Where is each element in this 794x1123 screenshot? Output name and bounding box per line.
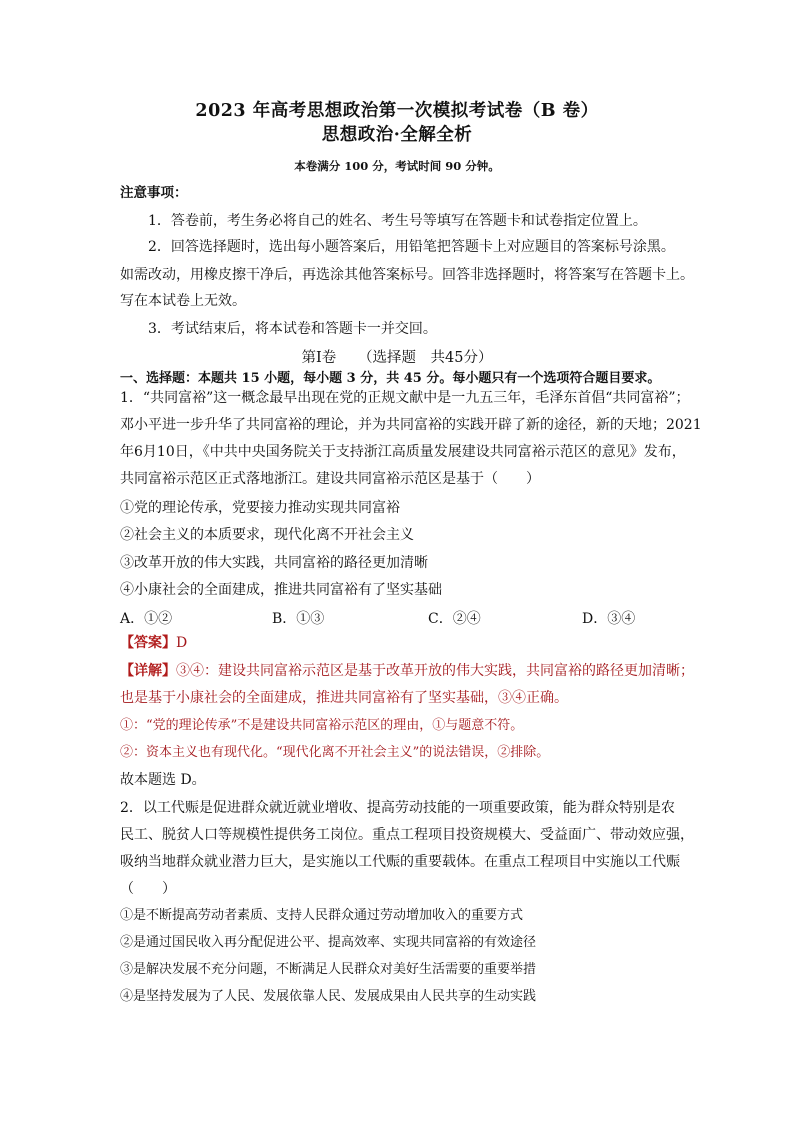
q1-option-b: B．①③	[272, 611, 325, 627]
q2-stem-line2: 民工、脱贫人口等规模性提供务工岗位。重点工程项目投资规模大、受益面广、带动效应强，	[120, 827, 694, 843]
section-instruction: 一、选择题：本题共 15 小题，每小题 3 分，共 45 分。每小题只有一个选项符合题目要求。	[120, 371, 661, 386]
q2-stem-line3: 吸纳当地群众就业潜力巨大，是实施以工代赈的重要载体。在重点工程项目中实施以工代赈	[120, 854, 680, 870]
notice-item-2-cont: 如需改动，用橡皮擦干净后，再选涂其他答案标号。回答非选择题时，将答案写在答题卡上。	[120, 267, 694, 283]
q1-stem-line2: 邓小平进一步升华了共同富裕的理论，并为共同富裕的实践开辟了新的途径，新的天地；2021	[120, 417, 702, 433]
q1-statement-4: ④小康社会的全面建成，推进共同富裕有了坚实基础	[120, 582, 442, 598]
q1-conclusion: 故本题选 D。	[120, 772, 206, 788]
q1-detail-line3: ①：“党的理论传承”不是建设共同富裕示范区的理由，①与题意不符。	[120, 718, 524, 733]
q1-answer	[120, 634, 187, 652]
detail-label: 【详解】	[120, 663, 176, 679]
q2-stem-line4: （ ）	[120, 881, 176, 897]
q2-statement-3: ③是解决发展不充分问题，不断满足人民群众对美好生活需要的重要举措	[120, 962, 537, 977]
exam-subtitle-heading: 思想政治·全解全析	[321, 125, 473, 145]
notice-item-1: 1．答卷前，考生务必将自己的姓名、考生号等填写在答题卡和试卷指定位置上。	[148, 213, 647, 229]
q1-stem-line3: 年6月10日，《中共中央国务院关于支持浙江高质量发展建设共同富裕示范区的意见》发布，	[120, 444, 686, 460]
exam-title: 2023 年高考思想政治第一次模拟考试卷（B 卷）	[195, 101, 599, 121]
exam-score-time-note: 本卷满分 100 分，考试时间 90 分钟。	[294, 159, 500, 173]
detail-text: ③④：建设共同富裕示范区是基于改革开放的伟大实践，共同富裕的路径更加清晰；	[176, 663, 694, 679]
notice-item-2-cont2: 写在本试卷上无效。	[120, 293, 246, 309]
q2-stem-line1: 2．以工代赈是促进群众就近就业增收、提高劳动技能的一项重要政策，能为群众特别是农	[120, 800, 675, 816]
notice-item-2: 2．回答选择题时，选出每小题答案后，用铅笔把答题卡上对应题目的答案标号涂黑。	[148, 239, 675, 255]
q1-stem-line4: 共同富裕示范区正式落地浙江。建设共同富裕示范区是基于（ ）	[120, 471, 540, 487]
q1-option-c: C．②④	[428, 611, 481, 627]
notice-item-3: 3．考试结束后，将本试卷和答题卡一并交回。	[148, 321, 437, 337]
q2-statement-1: ①是不断提高劳动者素质、支持人民群众通过劳动增加收入的重要方式	[120, 908, 524, 923]
answer-value: D	[176, 635, 188, 651]
q2-statement-4: ④是坚持发展为了人民、发展依靠人民、发展成果由人民共享的生动实践	[120, 989, 537, 1004]
q1-stem-line1: 1．“共同富裕”这一概念最早出现在党的正规文献中是一九五三年，毛泽东首倡“共同富裕”；	[120, 390, 690, 406]
q1-statement-2: ②社会主义的本质要求，现代化离不开社会主义	[120, 527, 414, 543]
q1-detail-line1	[120, 662, 694, 680]
q1-statement-1: ①党的理论传承，党要接力推动实现共同富裕	[120, 500, 400, 516]
q1-detail-line2: 也是基于小康社会的全面建成，推进共同富裕有了坚实基础，③④正确。	[120, 690, 568, 706]
notice-heading: 注意事项：	[120, 185, 188, 201]
q1-detail-line4: ②：资本主义也有现代化。“现代化离不开社会主义”的说法错误，②排除。	[120, 745, 550, 760]
section-title: 第Ⅰ卷 （选择题 共45分）	[301, 350, 493, 366]
q1-option-a: A．①②	[120, 611, 173, 627]
q1-statement-3: ③改革开放的伟大实践，共同富裕的路径更加清晰	[120, 555, 428, 571]
answer-label: 【答案】	[120, 635, 176, 651]
q1-option-d: D．③④	[582, 611, 636, 627]
q2-statement-2: ②是通过国民收入再分配促进公平、提高效率、实现共同富裕的有效途径	[120, 935, 537, 950]
